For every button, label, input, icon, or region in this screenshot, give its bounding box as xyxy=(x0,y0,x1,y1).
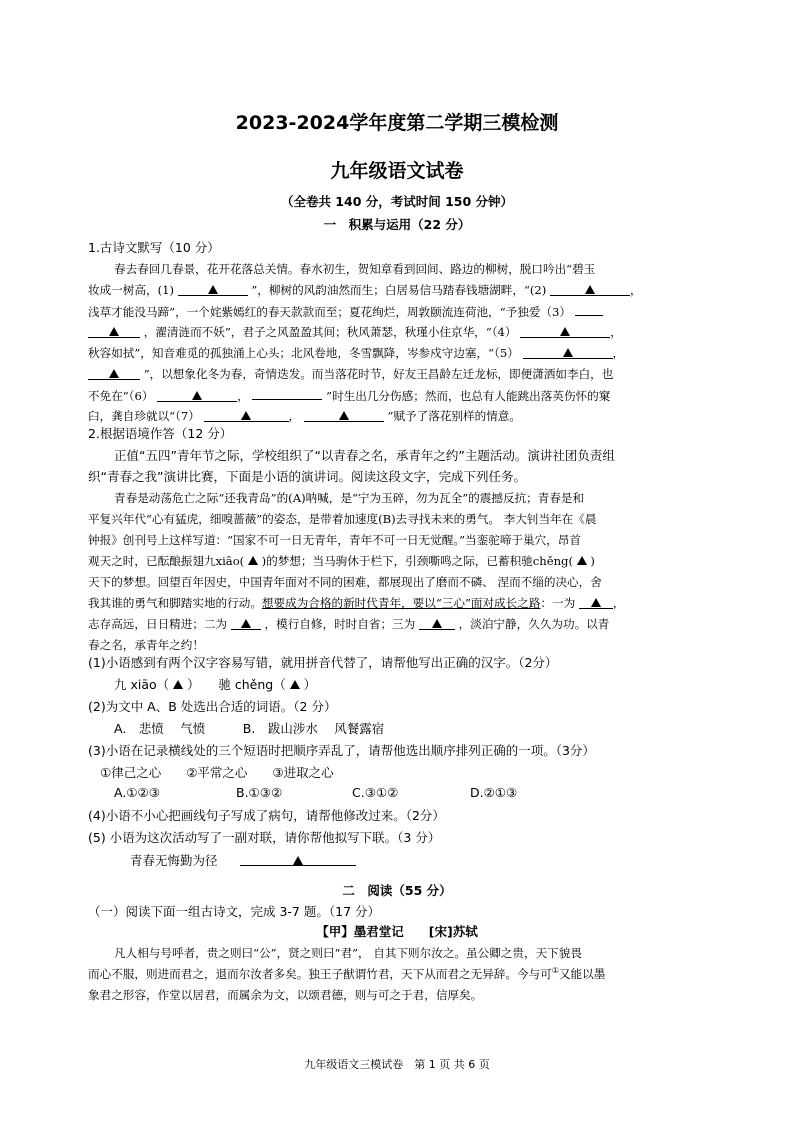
answer-blank[interactable] xyxy=(575,303,603,316)
passage-line: 凡人相与号呼者，贵之则曰“公”，贤之则曰“君”， 自其下则尔汝之。虽公卿之贵，天下貌畏 xyxy=(114,946,582,960)
answer-blank[interactable] xyxy=(240,853,356,866)
underlined-sentence: 想要成为合格的新时代青年，要以“三心”面对成长之路 xyxy=(261,596,541,610)
answer-blank[interactable] xyxy=(88,367,140,380)
speech-line: 春之名，承青年之约！ xyxy=(88,638,204,652)
answer-blank[interactable] xyxy=(204,409,289,422)
q1-line xyxy=(88,303,603,320)
task-3-option[interactable]: C.③①② xyxy=(352,785,399,800)
task-2: (2)为文中 A、B 处选出合适的词语。（2 分） xyxy=(88,699,337,714)
task-3-option[interactable]: B.①③② xyxy=(236,785,283,800)
q1-line: 春去春回几春景，花开花落总关情。春水初生，贺知章看到回间、路边的柳树，脱口吟出“碧玉 xyxy=(114,262,596,276)
text: ”，以想象化冬为春，奇情迭发。而当落花时节，好友王昌龄左迁龙标，即便潇洒如李白，也 xyxy=(143,367,614,381)
speech-line: 青春是动荡危亡之际“还我青岛”的(A)呐喊，是“宁为玉碎，勿为瓦全”的震撼反抗；青春是和 xyxy=(114,491,585,505)
text: )的梦想；当马驹休于栏下，引颈嘶鸣之际，已蓄积驰chěng( xyxy=(261,554,573,568)
task-3-option[interactable]: D.②①③ xyxy=(470,785,518,800)
task-5-couplet xyxy=(130,851,356,869)
q2-stem: 2.根据语境作答（12 分） xyxy=(88,426,233,441)
triangle-icon xyxy=(241,411,251,420)
text: ：一为 xyxy=(540,596,576,610)
answer-blank[interactable] xyxy=(88,325,140,338)
text: ”赋予了落花别样的情意。 xyxy=(387,409,521,423)
answer-blank[interactable] xyxy=(252,387,322,400)
triangle-icon xyxy=(563,348,573,357)
text: 浅草才能没马蹄”，一个姹紫嫣红的春天款款而至；夏花绚烂，周敦颐流连荷池，“予独爱（3） xyxy=(88,305,571,319)
triangle-icon xyxy=(432,619,442,628)
task-1-answers xyxy=(114,675,316,693)
answer-blank[interactable] xyxy=(523,346,613,359)
triangle-icon xyxy=(577,556,587,565)
speech-line xyxy=(88,553,595,569)
triangle-icon xyxy=(293,856,303,865)
task-3-option[interactable]: A.①②③ xyxy=(114,785,160,800)
triangle-icon xyxy=(241,619,251,628)
text: ) xyxy=(590,554,595,568)
answer-blank[interactable] xyxy=(550,283,630,296)
answer-blank[interactable] xyxy=(579,596,613,609)
q1-line: ，濯清涟而不妖”，君子之风盈盈其间；秋风萧瑟，秋瑾小住京华，“（4） ， xyxy=(88,324,622,340)
exam-title: 2023-2024学年度第二学期三模检测 xyxy=(235,112,559,134)
exam-subtitle: 九年级语文试卷 xyxy=(330,160,464,182)
text: 又能以墨 xyxy=(558,967,606,981)
speech-line xyxy=(88,616,609,632)
footnote-mark: ① xyxy=(551,966,559,976)
section1-heading: 一 积累与运用（22 分） xyxy=(323,217,471,232)
answer-blank[interactable] xyxy=(419,617,455,630)
task-2-options: A. 悲愤 气愤 B. 跋山涉水 风餐露宿 xyxy=(114,721,385,736)
task-1: (1)小语感到有两个汉字容易写错，就用拼音代替了，请帮他写出正确的汉字。（2分） xyxy=(88,655,558,670)
page-footer: 九年级语文三模试卷 第 1 页 共 6 页 xyxy=(304,1058,490,1071)
triangle-icon xyxy=(109,369,119,378)
triangle-icon xyxy=(208,285,218,294)
task-3: (3)小语在记录横线处的三个短语时把顺序弄乱了，请帮他选出顺序排列正确的一项。（3分） xyxy=(88,743,595,758)
exam-note: （全卷共 140 分，考试时间 150 分钟） xyxy=(280,194,514,209)
answer-blank[interactable] xyxy=(178,283,248,296)
text: 不免在“（6） xyxy=(88,389,154,403)
q2-intro: 正值“五四”青年节之际，学校组织了“以青春之名，承青年之约”主题活动。演讲社团负责组 xyxy=(114,448,615,463)
triangle-icon xyxy=(560,327,570,336)
task-3-items: ①律己之心 ②平常之心 ③进取之心 xyxy=(100,765,334,780)
q1-line: 妆成一树高，(1) ”，柳树的风韵油然而生；白居易信马踏春钱塘湖畔，“(2) ， xyxy=(88,283,642,297)
text: 九 xiāo（ xyxy=(114,677,170,692)
task-5: (5) 小语为这次活动写了一副对联，请你帮他拟写下联。（3 分） xyxy=(88,830,441,845)
passage-line: 象君之形容，作堂以居君，而属余为文，以颂君德，则与可之于君，信厚矣。 xyxy=(88,988,483,1002)
reading-intro: （一）阅读下面一组古诗文，完成 3-7 题。（17 分） xyxy=(88,904,380,919)
answer-blank[interactable] xyxy=(304,409,384,422)
triangle-icon xyxy=(290,680,300,689)
speech-line: 钟报》创刊号上这样写道：“国家不可一日无青年，青年不可一日无觉醒。”当銮驼啼于巢穴，昂首 xyxy=(88,533,581,547)
q1-line: 臼，龚自珍就以“（7） ， ”赋予了落花别样的情意。 xyxy=(88,409,521,423)
q1-line: 秋容如拭”，知音难觅的孤独涌上心头；北风卷地，冬雪飘降，岑参戍守边塞，“（5） ， xyxy=(88,346,625,360)
text: 观天之时，已酝酿振翅九xiāo( xyxy=(88,554,245,568)
speech-line: 平复兴年代“心有猛虎，细嗅蔷薇”的姿态，是带着加速度(B)去寻找未来的勇气。 李大钊当年在《晨 xyxy=(88,512,597,526)
text: 而心不服，则进而君之，退而尔汝者多矣。独王子猷谓竹君，天下从而君之无异辞。今与可 xyxy=(88,967,552,981)
text: ，淡泊宁静，久久为功。以青 xyxy=(458,617,610,631)
text: ”，柳树的风韵油然而生；白居易信马踏春钱塘湖畔，“(2) xyxy=(251,283,547,297)
q2-intro: 织“青春之我”演讲比赛，下面是小语的演讲词。阅读这段文字，完成下列任务。 xyxy=(88,469,526,484)
triangle-icon xyxy=(591,598,601,607)
text: ，濯清涟而不妖”，君子之风盈盈其间；秋风萧瑟，秋瑾小住京华，“（4） xyxy=(143,325,517,339)
answer-blank[interactable] xyxy=(157,389,237,402)
text: 臼，龚自珍就以“（7） xyxy=(88,409,200,423)
q1-line xyxy=(88,366,613,382)
triangle-icon xyxy=(109,327,119,336)
triangle-icon xyxy=(339,411,349,420)
answer-blank[interactable] xyxy=(231,617,261,630)
q1-line: 不免在“（6） ， ”时生出几分伤感；然而，也总有人能跳出落英伤怀的窠 xyxy=(88,389,611,403)
triangle-icon xyxy=(248,556,258,565)
triangle-icon xyxy=(173,680,183,689)
text: ”时生出几分伤感；然而，也总有人能跳出落英伤怀的窠 xyxy=(326,389,611,403)
text: ） 驰 chěng（ xyxy=(187,677,286,692)
speech-line: 天下的梦想。回望百年因史，中国青年面对不同的困难，都展现出了磨而不磷、 涅而不缁的决心，舍 xyxy=(88,575,602,589)
answer-blank[interactable] xyxy=(520,325,610,338)
task-4: (4)小语不小心把画线句子写成了病句，请帮他修改过来。（2分） xyxy=(88,808,445,823)
text: 志存高远，日日精进；二为 xyxy=(88,617,228,631)
text: ，模行自修，时时自省；三为 xyxy=(264,617,416,631)
passage-line xyxy=(88,966,605,982)
triangle-icon xyxy=(192,391,202,400)
text: ） xyxy=(303,677,317,692)
speech-line: 我其谁的勇气和脚踏实地的行动。想要成为合格的新时代青年，要以“三心”面对成长之路：一为 ， xyxy=(88,596,625,610)
couplet-first-line: 青春无悔勤为径 xyxy=(130,853,218,868)
text: 妆成一树高，(1) xyxy=(88,283,174,297)
q1-stem: 1.古诗文默写（10 分） xyxy=(88,240,220,255)
text: 秋容如拭”，知音难觅的孤独涌上心头；北风卷地，冬雪飘降，岑参戍守边塞，“（5） xyxy=(88,346,519,360)
text: 我其谁的勇气和脚踏实地的行动。 xyxy=(88,596,262,610)
section2-heading: 二 阅读（55 分） xyxy=(342,883,452,898)
triangle-icon xyxy=(585,285,595,294)
passage-title: 【甲】墨君堂记 [宋]苏轼 xyxy=(316,924,478,939)
